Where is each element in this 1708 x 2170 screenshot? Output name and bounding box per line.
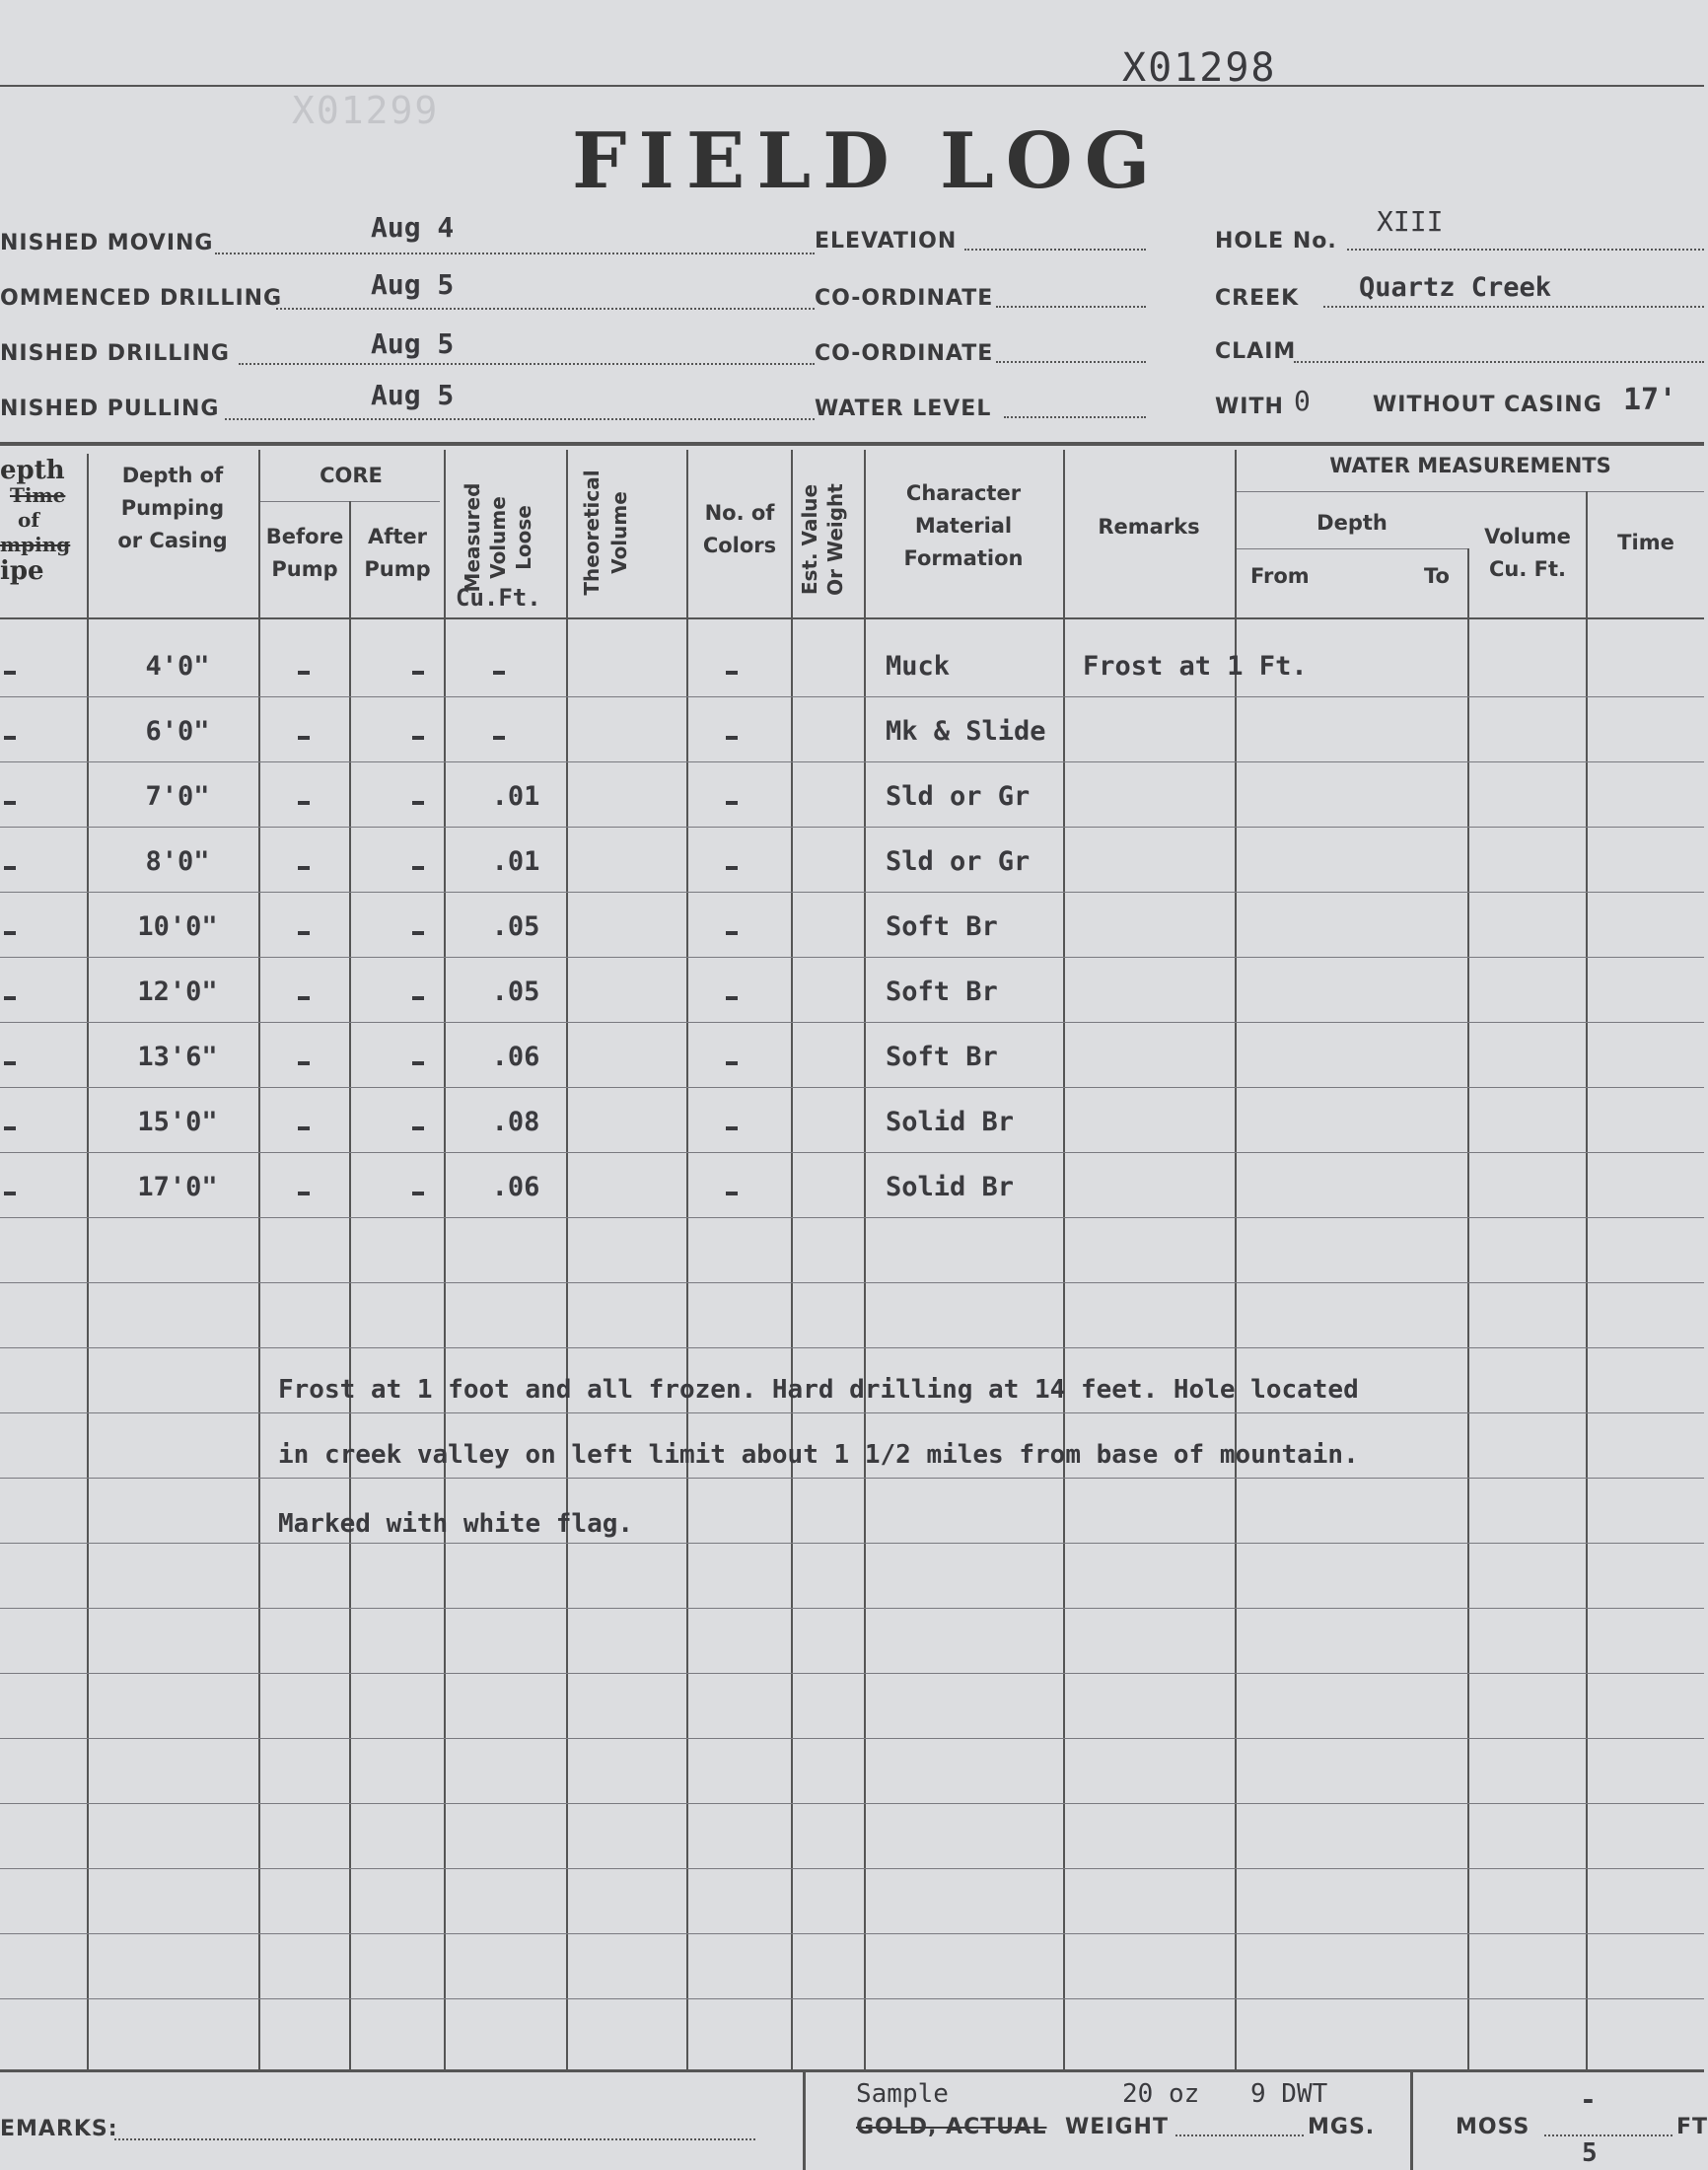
dash-mark xyxy=(726,671,738,675)
table-bottom-rule xyxy=(0,2069,1704,2072)
field-value-without-casing: 17' xyxy=(1623,383,1677,417)
field-value-finished-moving: Aug 4 xyxy=(371,211,455,244)
dash-mark xyxy=(4,1126,16,1130)
field-label-finished-pulling: NISHED PULLING xyxy=(0,397,220,421)
row-rule xyxy=(0,1478,1704,1479)
dash-mark xyxy=(412,736,424,740)
dash-mark xyxy=(726,1126,738,1130)
dash-mark xyxy=(4,671,16,675)
row-rule xyxy=(0,957,1704,958)
table-top-rule xyxy=(0,442,1704,446)
dash-mark xyxy=(298,671,310,675)
mgs-label: MGS. xyxy=(1308,2115,1376,2139)
field-label-commenced-drilling: OMMENCED DRILLING xyxy=(0,286,283,311)
field-value-finished-drilling: Aug 5 xyxy=(371,327,455,360)
dash-mark xyxy=(298,866,310,870)
cell-remark: Frost at 1 Ft. xyxy=(1083,651,1308,682)
field-label-with: WITH xyxy=(1215,395,1284,419)
dash-mark xyxy=(726,931,738,935)
footer-remarks-label: EMARKS: xyxy=(0,2117,118,2141)
cell-material: Mk & Slide xyxy=(886,716,1046,747)
dash-mark xyxy=(298,996,310,1000)
cell-material: Sld or Gr xyxy=(886,781,1031,812)
cell-material: Sld or Gr xyxy=(886,846,1031,877)
cell-depth: 12'0" xyxy=(137,976,218,1007)
col-no-colors-header: No. of Colors xyxy=(702,501,777,557)
page-title: FIELD LOG xyxy=(572,116,1163,206)
row-rule xyxy=(0,1217,1704,1218)
col-measured-unit: Cu.Ft. xyxy=(456,584,541,612)
col-core-header: CORE xyxy=(320,464,383,487)
dash-mark xyxy=(298,1061,310,1065)
cell-measured: .05 xyxy=(491,976,540,1007)
field-value-creek: Quartz Creek xyxy=(1359,272,1552,303)
dash-mark xyxy=(4,866,16,870)
dash-mark xyxy=(298,1126,310,1130)
row-rule xyxy=(0,1152,1704,1153)
cell-depth: 10'0" xyxy=(137,911,218,942)
row-rule xyxy=(0,1933,1704,1934)
col-after-pump-header: After Pump xyxy=(364,525,431,581)
col-est-value-header: Est. Value Or Weight xyxy=(798,483,847,596)
col-to-header: To xyxy=(1424,564,1450,588)
cell-material: Solid Br xyxy=(886,1172,1015,1202)
cell-measured: .06 xyxy=(491,1042,540,1072)
field-label-creek: CREEK xyxy=(1215,286,1300,311)
moss-below-value: 5 xyxy=(1582,2138,1598,2168)
cell-material: Soft Br xyxy=(886,1042,998,1072)
cell-material: Soft Br xyxy=(886,911,998,942)
field-label-elevation: ELEVATION xyxy=(815,229,958,253)
col-before-pump-header: Before Pump xyxy=(265,525,344,581)
sample-dwt: 9 DWT xyxy=(1250,2079,1328,2109)
dash-mark xyxy=(726,996,738,1000)
cell-measured: .06 xyxy=(491,1172,540,1202)
cell-depth: 7'0" xyxy=(145,781,210,812)
row-rule xyxy=(0,1087,1704,1088)
sample-weight: 20 oz xyxy=(1122,2079,1200,2109)
field-label-water-level: WATER LEVEL xyxy=(815,397,992,421)
row-rule xyxy=(0,1282,1704,1283)
dash-mark xyxy=(726,801,738,805)
note-line: Marked with white flag. xyxy=(278,1509,634,1539)
cell-measured: .01 xyxy=(491,781,540,812)
dash-mark xyxy=(412,866,424,870)
col-measured-volume-header: Measured Volume Loose xyxy=(461,482,535,593)
row-rule xyxy=(0,1412,1704,1413)
moss-label: MOSS xyxy=(1456,2115,1530,2139)
dash-mark xyxy=(726,1061,738,1065)
field-label-finished-drilling: NISHED DRILLING xyxy=(0,341,230,366)
sample-label: Sample xyxy=(856,2079,949,2109)
dash-mark xyxy=(4,996,16,1000)
col-theoretical-volume-header: Theoretical Volume xyxy=(580,470,631,596)
document-number: X01298 xyxy=(1122,45,1277,91)
moss-unit: FT xyxy=(1676,2115,1708,2139)
cell-depth: 15'0" xyxy=(137,1107,218,1137)
moss-value: - xyxy=(1580,2083,1597,2116)
row-rule xyxy=(0,1998,1704,1999)
dash-mark xyxy=(412,996,424,1000)
field-label-finished-moving: NISHED MOVING xyxy=(0,231,214,255)
col-character-header: Character Material Formation xyxy=(903,481,1024,570)
dash-mark xyxy=(412,1126,424,1130)
dash-mark xyxy=(412,671,424,675)
row-rule xyxy=(0,761,1704,762)
row-rule xyxy=(0,1673,1704,1674)
cell-measured: .05 xyxy=(491,911,540,942)
cell-material: Soft Br xyxy=(886,976,998,1007)
dash-mark xyxy=(298,1192,310,1195)
dash-mark xyxy=(412,931,424,935)
row-rule xyxy=(0,1803,1704,1804)
field-label-coordinate-1: CO-ORDINATE xyxy=(815,286,994,311)
cell-material: Solid Br xyxy=(886,1107,1015,1137)
col-volume-header: Volume Cu. Ft. xyxy=(1484,525,1571,581)
cell-depth: 13'6" xyxy=(137,1042,218,1072)
dash-mark xyxy=(726,866,738,870)
dash-mark xyxy=(4,801,16,805)
field-label-without-casing: WITHOUT CASING xyxy=(1373,393,1602,417)
field-value-finished-pulling: Aug 5 xyxy=(371,379,455,411)
dash-mark xyxy=(4,1192,16,1195)
cell-material: Muck xyxy=(886,651,951,682)
dash-mark xyxy=(412,1061,424,1065)
dash-mark xyxy=(298,736,310,740)
row-rule xyxy=(0,827,1704,828)
note-line: Frost at 1 foot and all frozen. Hard drilling at 14 feet. Hole located xyxy=(278,1375,1359,1405)
cell-depth: 17'0" xyxy=(137,1172,218,1202)
dash-mark xyxy=(4,736,16,740)
cell-depth: 8'0" xyxy=(145,846,210,877)
dash-mark xyxy=(4,931,16,935)
dash-mark xyxy=(4,1061,16,1065)
col-depth-pipe-header: epth Time of mping ipe xyxy=(0,456,71,586)
field-value-with: 0 xyxy=(1294,385,1311,417)
cell-depth: 4'0" xyxy=(145,651,210,682)
weight-label: WEIGHT xyxy=(1065,2115,1169,2139)
col-time-header: Time xyxy=(1617,531,1674,554)
dash-mark xyxy=(298,931,310,935)
top-rule xyxy=(0,85,1704,87)
dash-mark xyxy=(412,1192,424,1195)
gold-actual-label: GOLD, ACTUAL xyxy=(856,2115,1047,2139)
row-rule xyxy=(0,1608,1704,1609)
dash-mark xyxy=(726,1192,738,1195)
note-line: in creek valley on left limit about 1 1/2 miles from base of mountain. xyxy=(278,1440,1359,1470)
row-rule xyxy=(0,1868,1704,1869)
field-value-commenced-drilling: Aug 5 xyxy=(371,268,455,301)
col-from-header: From xyxy=(1250,564,1310,588)
faint-document-number: X01299 xyxy=(292,89,440,132)
cell-measured: .01 xyxy=(491,846,540,877)
row-rule xyxy=(0,1022,1704,1023)
col-depth-pumping-header: Depth of Pumping or Casing xyxy=(117,464,228,552)
cell-measured-dash xyxy=(493,671,505,675)
row-rule xyxy=(0,892,1704,893)
col-depth-header: Depth xyxy=(1317,511,1388,535)
field-label-coordinate-2: CO-ORDINATE xyxy=(815,341,994,366)
dash-mark xyxy=(726,736,738,740)
cell-measured-dash xyxy=(493,736,505,740)
field-label-hole-no: HOLE No. xyxy=(1215,229,1337,253)
field-label-claim: CLAIM xyxy=(1215,339,1297,364)
dash-mark xyxy=(412,801,424,805)
row-rule xyxy=(0,1347,1704,1348)
header-bottom-rule xyxy=(0,617,1704,619)
dash-mark xyxy=(298,801,310,805)
field-value-hole-no: XIII xyxy=(1377,205,1444,238)
cell-depth: 6'0" xyxy=(145,716,210,747)
row-rule xyxy=(0,1543,1704,1544)
row-rule xyxy=(0,1738,1704,1739)
cell-measured: .08 xyxy=(491,1107,540,1137)
col-water-measurements-header: WATER MEASUREMENTS xyxy=(1329,454,1611,477)
col-remarks-header: Remarks xyxy=(1098,515,1200,539)
row-rule xyxy=(0,696,1704,697)
